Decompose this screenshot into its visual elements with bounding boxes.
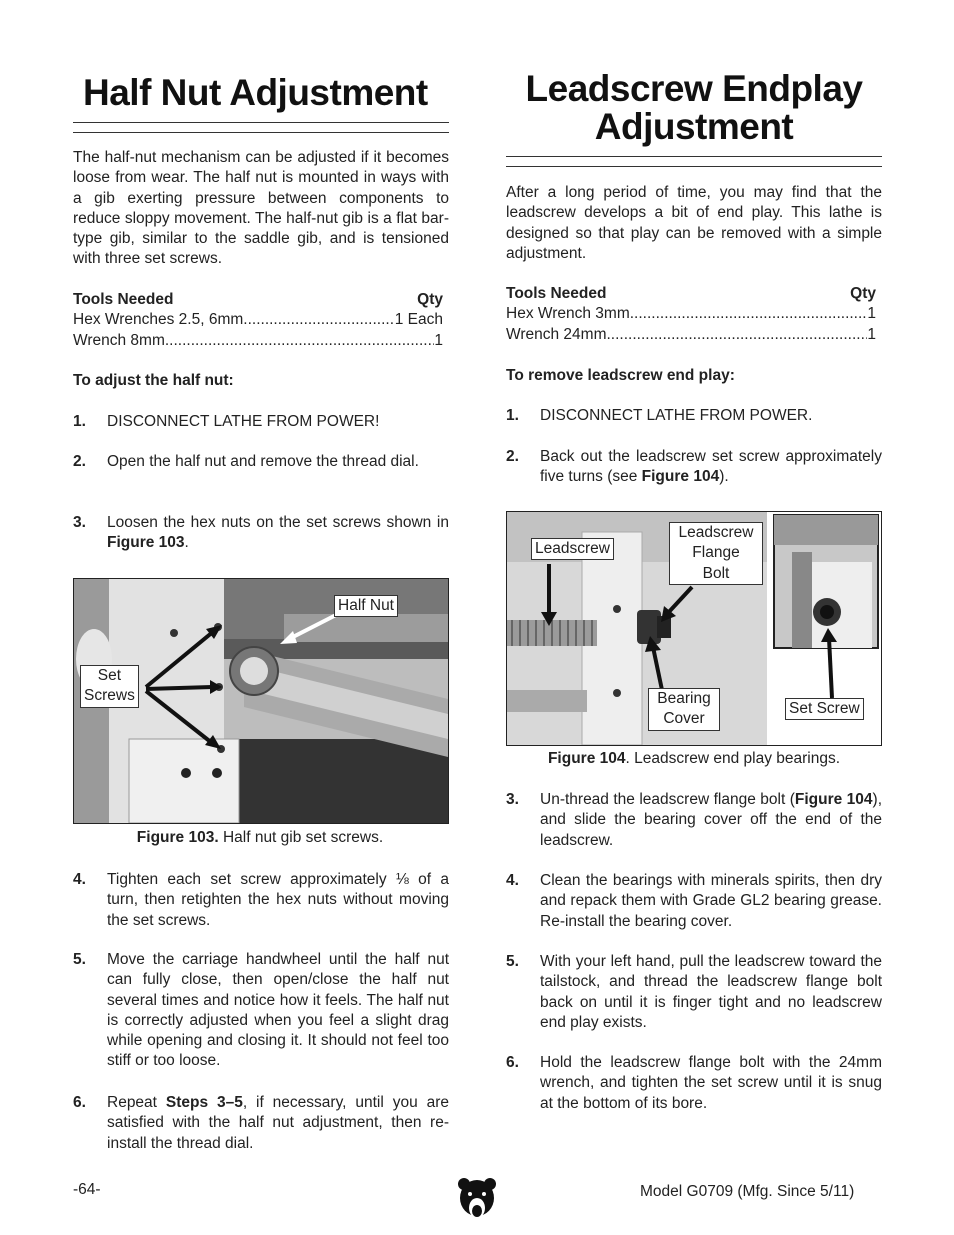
title-rule [506, 156, 882, 167]
step-4 [73, 870, 449, 931]
step-number: 6. [73, 1094, 86, 1111]
step-5 [506, 952, 882, 1033]
tools-header: Tools Needed [506, 285, 607, 302]
step-5 [73, 950, 449, 1072]
figure-103-caption: Figure 103. Half nut gib set screws. [136, 829, 384, 846]
bear-logo-icon [457, 1176, 497, 1222]
step-3 [73, 513, 449, 554]
step-text: Loosen the hex nuts on the set screws shown in Figure 103. [107, 514, 449, 552]
tool-row [73, 331, 443, 351]
step-text: Un-thread the leadscrew flange bolt (Figure 104), and slide the bearing cover off the end of the leadscrew. [540, 791, 882, 849]
callout-half-nut: Half Nut [334, 595, 398, 617]
step-2 [73, 452, 449, 472]
procedure-heading: To remove leadscrew end play: [506, 367, 735, 384]
tools-header: Tools Needed [73, 291, 174, 308]
step-text: Hold the leadscrew flange bolt with the 24mm wrench, and tighten the set screw until it is snug at the bottom of its bore. [540, 1054, 882, 1112]
callout-set-screw: Set Screw [785, 698, 864, 720]
half-nut-title: Half Nut Adjustment [83, 72, 428, 113]
step-6 [506, 1053, 882, 1114]
qty-header: Qty [850, 285, 876, 302]
tools-needed-list [506, 284, 876, 345]
step-number: 2. [506, 448, 519, 465]
step-1 [73, 412, 449, 432]
step-number: 3. [73, 514, 86, 531]
tools-needed-list [73, 290, 443, 351]
step-6 [73, 1093, 449, 1154]
tool-qty: 1 [867, 325, 876, 343]
step-1 [506, 406, 882, 426]
callout-bearing-cover: Bearing Cover [648, 688, 720, 731]
figure-104-photo [506, 511, 882, 746]
step-text: Repeat Steps 3–5, if necessary, until you are satisfied with the half nut adjustment, then re-install the thread dial. [107, 1094, 449, 1152]
tool-name: Wrench 8mm [73, 331, 165, 349]
step-number: 1. [73, 413, 86, 430]
tool-qty: 1 [867, 305, 876, 323]
step-text: Tighten each set screw approximately ⅛ of a turn, then retighten the hex nuts without moving the set screws. [107, 871, 449, 929]
step-number: 2. [73, 453, 86, 470]
tool-name: Wrench 24mm [506, 325, 607, 343]
step-text: Open the half nut and remove the thread dial. [107, 453, 419, 470]
step-3 [506, 790, 882, 851]
step-4 [506, 871, 882, 932]
step-text: DISCONNECT LATHE FROM POWER! [107, 413, 380, 430]
page-number: -64- [73, 1181, 101, 1198]
tool-qty: 1 [434, 331, 443, 349]
step-number: 6. [506, 1054, 519, 1071]
step-text: Back out the leadscrew set screw approximately five turns (see Figure 104). [540, 448, 882, 486]
leadscrew-title: Leadscrew Endplay Adjustment [525, 68, 863, 147]
step-text: Clean the bearings with minerals spirits, then dry and repack them with Grade GL2 bearing grease. Re-install the bearing cover. [540, 872, 882, 930]
qty-header: Qty [417, 291, 443, 308]
callout-leadscrew: Leadscrew [531, 538, 614, 560]
tool-row [73, 310, 443, 330]
figure-104-caption: Figure 104. Leadscrew end play bearings. [547, 750, 841, 767]
tool-row [506, 325, 876, 345]
step-number: 5. [73, 951, 86, 968]
step-2 [506, 447, 882, 488]
tool-name: Hex Wrench 3mm [506, 305, 630, 323]
half-nut-intro: The half-nut mechanism can be adjusted if it becomes loose from wear. The half nut is mounted in ways with a gib exerting pressure between components to reduce sloppy movement. The half-nut gib is a flat bar-type gib, similar to the saddle gib, and is tensioned with three set screws. [73, 149, 449, 268]
step-number: 1. [506, 407, 519, 424]
step-number: 3. [506, 791, 519, 808]
step-number: 5. [506, 953, 519, 970]
callout-set-screws: Set Screws [80, 665, 139, 708]
model-footer: Model G0709 (Mfg. Since 5/11) [640, 1183, 855, 1200]
tool-row [506, 304, 876, 324]
tool-qty: 1 Each [394, 311, 443, 329]
title-rule [73, 122, 449, 133]
figure-103-photo [73, 578, 449, 824]
step-text: With your left hand, pull the leadscrew toward the tailstock, and thread the leadscrew flange bolt back on until it is finger tight and no leadscrew end play exists. [540, 953, 882, 1031]
tool-name: Hex Wrenches 2.5, 6mm [73, 311, 244, 329]
step-number: 4. [73, 871, 86, 888]
step-text: DISCONNECT LATHE FROM POWER. [540, 407, 813, 424]
step-number: 4. [506, 872, 519, 889]
callout-leadscrew-flange-bolt: Leadscrew Flange Bolt [669, 522, 763, 585]
leadscrew-intro: After a long period of time, you may find that the leadscrew develops a bit of end play. This lathe is designed so that play can be removed with a simple adjustment. [506, 184, 882, 262]
step-text: Move the carriage handwheel until the half nut can fully close, then open/close the half nut several times and notice how it feels. The half nut is correctly adjusted when you feel a slight drag while opening and closing it. It should not feel too stiff or too loose. [107, 951, 449, 1070]
procedure-heading: To adjust the half nut: [73, 372, 234, 389]
